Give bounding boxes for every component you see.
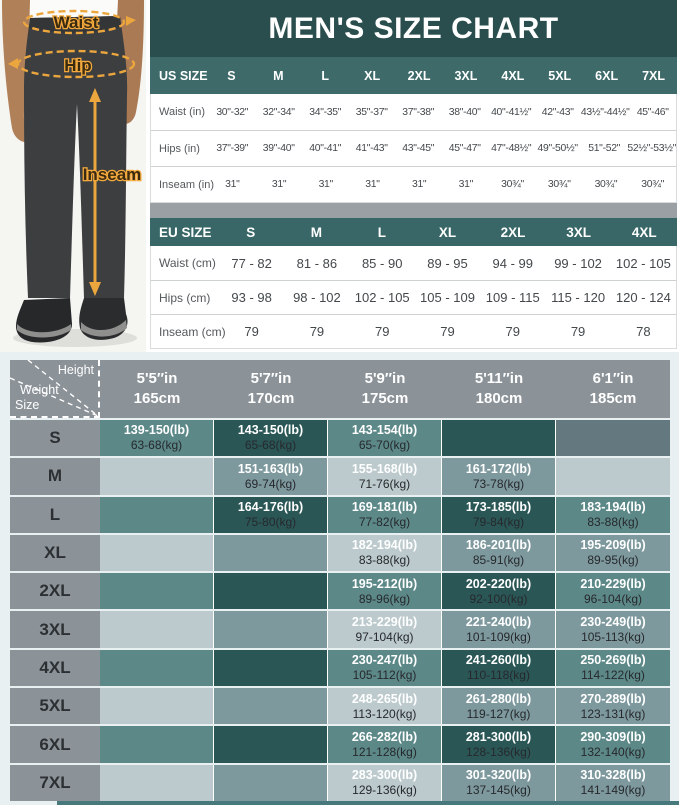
weight-lb-value: 186-201(lb)	[465, 538, 532, 553]
hip-label: Hip	[64, 56, 92, 75]
height-column-header	[442, 360, 556, 418]
size-tables-panel	[150, 0, 677, 349]
weight-cell	[556, 497, 670, 533]
weight-lb-value: 195-212(lb)	[351, 576, 418, 591]
us-size-value: 34"-35"	[309, 106, 342, 118]
weight-cell	[556, 765, 670, 801]
weight-kg-value: 137-145(kg)	[466, 783, 531, 798]
weight-cell	[442, 611, 556, 647]
us-size-value: 31"	[318, 179, 333, 190]
size-row-6xl	[10, 726, 670, 762]
us-size-value: 30¾"	[501, 179, 524, 190]
weight-lb-value: 169-181(lb)	[351, 500, 418, 515]
us-size-header-cell: 2XL	[407, 68, 431, 83]
eu-size-value: 79	[505, 324, 521, 339]
eu-size-value: 109 - 115	[485, 290, 540, 305]
weight-cell	[556, 535, 670, 571]
us-size-value: 35"-37"	[355, 106, 388, 118]
weight-cell	[100, 765, 214, 801]
eu-size-row	[151, 314, 676, 348]
weight-lb-value: 283-300(lb)	[351, 768, 418, 783]
weight-cell	[214, 420, 328, 456]
weight-kg-value: 121-128(kg)	[352, 744, 417, 759]
corner-weight-label: Weight	[20, 383, 59, 397]
weight-kg-value: 119-127(kg)	[466, 706, 531, 721]
height-column-header	[214, 360, 328, 418]
weight-cell	[328, 688, 442, 724]
weight-cell	[442, 420, 556, 456]
size-row-2xl	[10, 573, 670, 609]
eu-size-value: 79	[440, 324, 455, 339]
weight-lb-value: 139-150(lb)	[123, 423, 190, 438]
us-size-value: 31"	[411, 179, 427, 190]
us-size-header-cell: 5XL	[548, 68, 572, 83]
us-size-row	[151, 94, 676, 130]
weight-kg-value: 105-113(kg)	[581, 629, 645, 644]
corner-height-label: Height	[57, 363, 94, 377]
weight-lb-value: 155-168(lb)	[351, 461, 418, 476]
us-size-table	[150, 94, 677, 203]
weight-cell	[100, 458, 214, 494]
weight-lb-value: 202-220(lb)	[465, 576, 532, 591]
weight-lb-value: 173-185(lb)	[465, 500, 532, 515]
weight-lb-value: 310-328(lb)	[580, 768, 646, 783]
us-size-value: 31"	[225, 179, 240, 190]
eu-size-value: 78	[636, 324, 651, 339]
us-size-value: 30¾"	[641, 179, 664, 190]
weight-lb-value: 164-176(lb)	[237, 500, 304, 515]
weight-cell	[214, 726, 328, 762]
weight-kg-value: 128-136(kg)	[466, 744, 531, 759]
weight-kg-value: 85-91(kg)	[472, 553, 525, 568]
height-cm-label: 165cm	[133, 390, 181, 407]
us-size-value: 43½"-44½"	[580, 106, 630, 118]
weight-cell	[442, 650, 556, 686]
weight-lb-value: 161-172(lb)	[465, 461, 532, 476]
us-size-row	[151, 166, 676, 202]
size-label: 5XL	[10, 688, 100, 724]
eu-size-header-cell: 2XL	[500, 224, 526, 240]
weight-kg-value: 141-149(kg)	[580, 783, 646, 798]
us-size-header-cell: 3XL	[454, 68, 478, 83]
us-size-value: 30"-32"	[216, 106, 249, 118]
eu-size-row-label: Hips (cm)	[159, 290, 211, 305]
eu-size-header-cell: L	[377, 224, 387, 240]
weight-cell	[328, 726, 442, 762]
weight-kg-value: 65-70(kg)	[358, 438, 411, 453]
weight-lb-value: 213-229(lb)	[351, 614, 418, 629]
weight-cell	[100, 688, 214, 724]
size-label: M	[10, 458, 100, 494]
weight-cell	[442, 458, 556, 494]
us-size-row-label: Inseam (in)	[159, 178, 215, 191]
weight-cell	[100, 650, 214, 686]
matrix-header-row	[10, 360, 670, 418]
eu-size-value: 77 - 82	[231, 255, 272, 271]
weight-kg-value: 113-120(kg)	[352, 706, 417, 721]
weight-lb-value: 248-265(lb)	[351, 691, 418, 706]
weight-lb-value: 143-150(lb)	[237, 423, 304, 438]
weight-lb-value: 183-194(lb)	[580, 500, 646, 515]
eu-size-header-cell: EU SIZE	[159, 224, 212, 240]
weight-cell	[442, 535, 556, 571]
weight-kg-value: 105-112(kg)	[352, 668, 417, 683]
title-band	[150, 0, 677, 57]
weight-kg-value: 83-88(kg)	[358, 553, 411, 568]
page-title: MEN'S SIZE CHART	[268, 11, 559, 45]
weight-kg-value: 79-84(kg)	[472, 515, 525, 530]
weight-cell	[442, 765, 556, 801]
size-label: 6XL	[10, 726, 100, 762]
weight-kg-value: 75-80(kg)	[244, 515, 297, 530]
us-size-header-cell: S	[227, 68, 236, 83]
eu-size-table	[150, 246, 677, 349]
weight-cell	[214, 650, 328, 686]
inseam-label: Inseam	[82, 165, 142, 184]
height-column-header	[100, 360, 214, 418]
weight-cell	[556, 688, 670, 724]
weight-cell	[214, 573, 328, 609]
height-column-header	[328, 360, 442, 418]
weight-kg-value: 65-68(kg)	[244, 438, 297, 453]
weight-lb-value: 281-300(lb)	[465, 729, 532, 744]
us-size-value: 30¾"	[547, 179, 571, 190]
us-size-header-cell: M	[273, 68, 284, 83]
size-row-3xl	[10, 611, 670, 647]
weight-kg-value: 73-78(kg)	[472, 476, 525, 491]
weight-cell	[556, 611, 670, 647]
weight-cell	[214, 765, 328, 801]
us-size-value: 32"-34"	[262, 106, 295, 118]
us-size-value: 39"-40"	[262, 143, 295, 154]
weight-lb-value: 143-154(lb)	[351, 423, 418, 438]
weight-cell	[100, 497, 214, 533]
size-label: L	[10, 497, 100, 533]
eu-size-value: 89 - 95	[427, 255, 468, 271]
weight-cell	[214, 611, 328, 647]
weight-lb-value: 261-280(lb)	[465, 691, 532, 706]
us-size-value: 31"	[458, 179, 474, 190]
us-size-header-cell: 6XL	[595, 68, 619, 83]
weight-lb-value: 301-320(lb)	[465, 768, 532, 783]
weight-kg-value: 71-76(kg)	[358, 476, 411, 491]
weight-kg-value: 96-104(kg)	[583, 591, 643, 606]
size-label: 7XL	[10, 765, 100, 801]
weight-cell	[328, 573, 442, 609]
weight-cell	[100, 726, 214, 762]
us-size-value: 37"-38"	[402, 106, 435, 118]
weight-cell	[100, 573, 214, 609]
weight-cell	[442, 726, 556, 762]
eu-size-value: 81 - 86	[296, 255, 338, 271]
weight-lb-value: 182-194(lb)	[351, 538, 418, 553]
weight-lb-value: 266-282(lb)	[351, 729, 418, 744]
us-size-header-cell: XL	[364, 68, 381, 83]
eu-size-value: 85 - 90	[361, 255, 403, 271]
us-size-value: 45"-46"	[636, 106, 669, 118]
next-section-edge	[57, 801, 679, 805]
height-ft-label: 5'5″in	[136, 369, 178, 387]
us-size-value: 52½"-53½"	[627, 143, 676, 154]
eu-size-value: 102 - 105	[615, 255, 671, 271]
weight-cell	[556, 573, 670, 609]
height-weight-size-table	[10, 360, 670, 801]
eu-size-row-label: Inseam (cm)	[159, 324, 226, 339]
weight-cell	[214, 535, 328, 571]
eu-size-header-row	[150, 218, 677, 246]
weight-kg-value: 101-109(kg)	[466, 629, 531, 644]
us-size-value: 45"-47"	[448, 143, 481, 154]
us-size-value: 37"-39"	[216, 143, 249, 154]
us-size-header-cell: 7XL	[642, 68, 666, 83]
weight-cell	[328, 650, 442, 686]
weight-cell	[100, 535, 214, 571]
us-size-header-cell: 4XL	[501, 68, 525, 83]
size-row-5xl	[10, 688, 670, 724]
weight-cell	[100, 611, 214, 647]
weight-cell	[556, 726, 670, 762]
us-size-header-cell: US SIZE	[159, 68, 208, 83]
us-size-value: 40"-41½"	[491, 106, 532, 118]
weight-cell	[328, 458, 442, 494]
eu-size-value: 98 - 102	[293, 290, 341, 305]
size-label: S	[10, 420, 100, 456]
weight-cell	[556, 650, 670, 686]
height-ft-label: 5'7″in	[250, 369, 292, 387]
height-cm-label: 170cm	[247, 390, 295, 407]
height-cm-label: 180cm	[475, 390, 523, 407]
weight-cell	[556, 420, 670, 456]
eu-size-value: 105 - 109	[420, 290, 475, 305]
weight-lb-value: 195-209(lb)	[580, 538, 646, 553]
weight-lb-value: 221-240(lb)	[465, 614, 532, 629]
us-size-value: 31"	[365, 179, 380, 190]
eu-size-header-cell: S	[246, 224, 256, 240]
eu-size-value: 93 - 98	[231, 290, 272, 305]
eu-size-value: 94 - 99	[492, 255, 534, 271]
weight-cell	[442, 688, 556, 724]
weight-kg-value: 97-104(kg)	[355, 629, 414, 644]
weight-kg-value: 89-96(kg)	[358, 591, 411, 606]
us-size-value: 31"	[271, 179, 287, 190]
us-size-value: 43"-45"	[402, 143, 435, 154]
eu-size-value: 79	[244, 324, 259, 339]
weight-cell	[214, 458, 328, 494]
weight-lb-value: 151-163(lb)	[237, 461, 304, 476]
size-row-xl	[10, 535, 670, 571]
weight-lb-value: 290-309(lb)	[580, 729, 646, 744]
corner-size-label: Size	[15, 398, 40, 412]
size-label: 2XL	[10, 573, 100, 609]
model-illustration	[0, 0, 146, 352]
weight-kg-value: 63-68(kg)	[130, 438, 183, 453]
weight-kg-value: 92-100(kg)	[469, 591, 528, 606]
weight-lb-value: 270-289(lb)	[580, 691, 646, 706]
height-ft-label: 5'11″in	[474, 369, 524, 387]
weight-cell	[214, 688, 328, 724]
size-row-l	[10, 497, 670, 533]
height-column-header	[556, 360, 670, 418]
weight-cell	[328, 611, 442, 647]
size-label: 3XL	[10, 611, 100, 647]
weight-kg-value: 110-118(kg)	[467, 668, 530, 683]
weight-kg-value: 114-122(kg)	[581, 668, 645, 683]
us-size-value: 47"-48½"	[491, 143, 532, 154]
weight-cell	[328, 535, 442, 571]
weight-lb-value: 210-229(lb)	[580, 576, 646, 591]
eu-size-value: 102 - 105	[354, 290, 410, 305]
height-cm-label: 185cm	[589, 390, 637, 407]
eu-size-row	[151, 246, 676, 280]
eu-size-value: 99 - 102	[554, 255, 602, 271]
size-label: XL	[10, 535, 100, 571]
eu-size-row-label: Waist (cm)	[159, 256, 216, 270]
size-row-s	[10, 420, 670, 456]
height-cm-label: 175cm	[361, 390, 409, 407]
weight-kg-value: 69-74(kg)	[244, 476, 297, 491]
weight-kg-value: 83-88(kg)	[587, 515, 639, 530]
eu-size-header-cell: 4XL	[631, 224, 657, 240]
size-row-m	[10, 458, 670, 494]
model-photo	[0, 0, 146, 352]
eu-size-value: 79	[309, 324, 325, 339]
weight-lb-value: 241-260(lb)	[465, 653, 532, 668]
weight-lb-value: 230-247(lb)	[351, 653, 418, 668]
weight-lb-value: 250-269(lb)	[580, 653, 646, 668]
us-size-value: 41"-43"	[355, 143, 388, 154]
size-label: 4XL	[10, 650, 100, 686]
height-ft-label: 6'1″in	[592, 369, 634, 387]
us-size-value: 42"-43"	[541, 106, 574, 118]
us-size-value: 40"-41"	[309, 143, 342, 154]
weight-cell	[100, 420, 214, 456]
us-size-value: 49"-50½"	[537, 143, 578, 154]
weight-kg-value: 129-136(kg)	[352, 783, 417, 798]
weight-kg-value: 123-131(kg)	[580, 706, 646, 721]
size-row-7xl	[10, 765, 670, 801]
eu-size-header-cell: M	[310, 224, 322, 240]
weight-cell	[328, 420, 442, 456]
us-size-value: 51"-52"	[588, 143, 621, 154]
us-size-row	[151, 130, 676, 166]
eu-size-value: 120 - 124	[615, 290, 671, 305]
us-size-header-row	[150, 57, 677, 94]
weight-cell	[442, 497, 556, 533]
weight-kg-value: 132-140(kg)	[580, 744, 646, 759]
weight-cell	[442, 573, 556, 609]
size-row-4xl	[10, 650, 670, 686]
weight-cell	[214, 497, 328, 533]
height-ft-label: 5'9″in	[364, 369, 406, 387]
us-size-row-label: Hips (in)	[159, 142, 200, 155]
weight-cell	[328, 497, 442, 533]
eu-size-value: 115 - 120	[551, 290, 606, 305]
waist-label: Waist	[53, 13, 99, 32]
us-size-row-label: Waist (in)	[159, 106, 206, 118]
matrix-corner-cell	[10, 360, 100, 418]
us-size-value: 38"-40"	[448, 106, 481, 118]
eu-size-header-cell: XL	[438, 224, 457, 240]
us-size-header-cell: L	[321, 68, 330, 83]
weight-cell	[556, 458, 670, 494]
us-size-value: 30¾"	[594, 179, 618, 190]
weight-kg-value: 77-82(kg)	[358, 515, 411, 530]
eu-size-header-cell: 3XL	[566, 224, 592, 240]
eu-size-value: 79	[570, 324, 586, 339]
table-divider	[150, 203, 677, 218]
weight-cell	[328, 765, 442, 801]
weight-kg-value: 89-95(kg)	[587, 553, 639, 568]
eu-size-row	[151, 280, 676, 314]
weight-lb-value: 230-249(lb)	[580, 614, 646, 629]
eu-size-value: 79	[374, 324, 390, 339]
